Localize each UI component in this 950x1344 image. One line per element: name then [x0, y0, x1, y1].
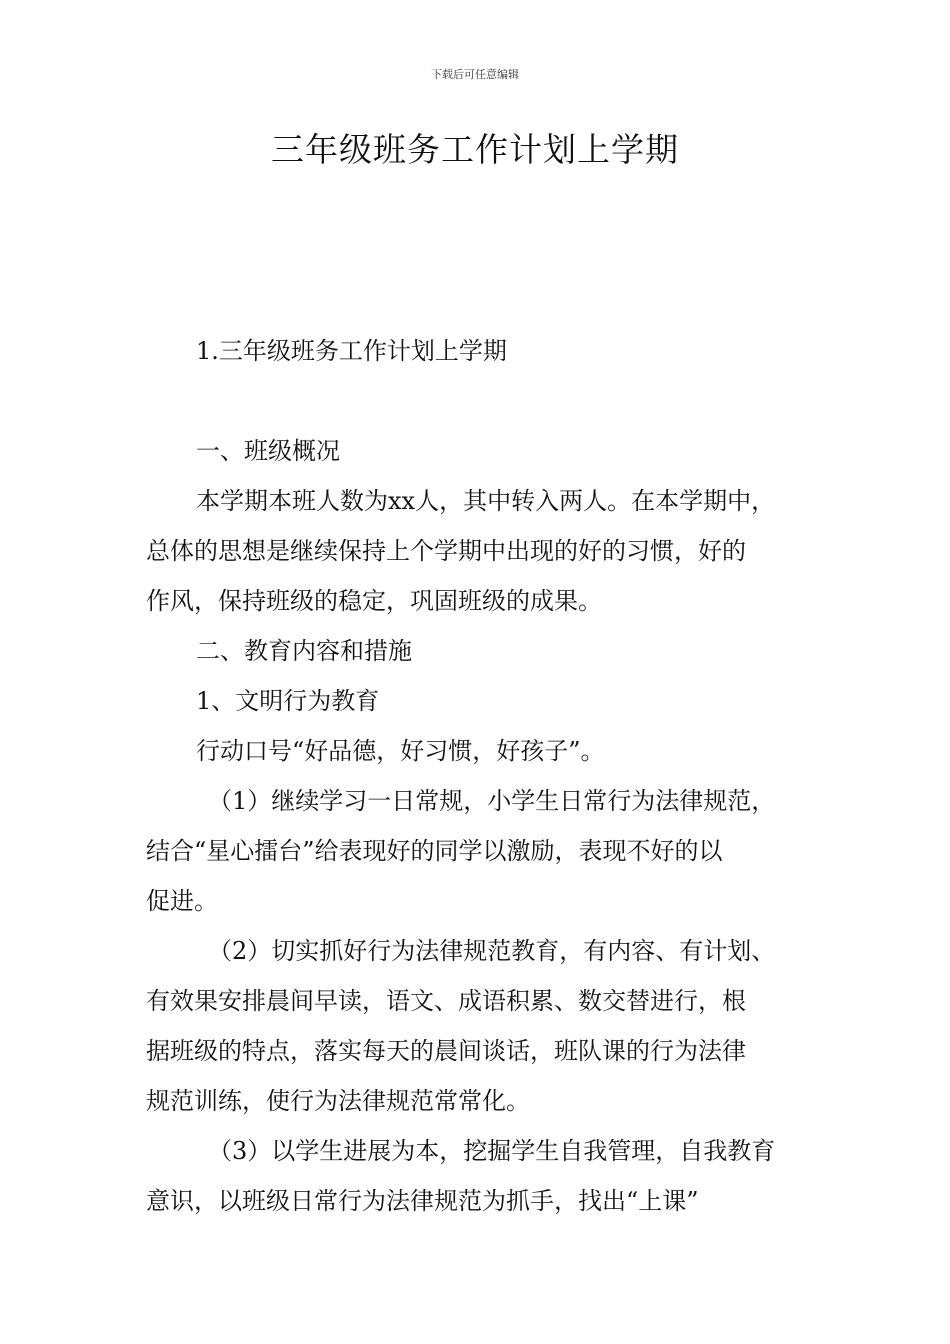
- paragraph-line: 意识，以班级日常行为法律规范为抓手，找出“上课”: [146, 1187, 699, 1215]
- paragraph-line: 行动口号“好品德，好习惯，好孩子”。: [196, 737, 605, 765]
- subsection-heading: 1、文明行为教育: [196, 687, 380, 715]
- document-title: 三年级班务工作计划上学期: [271, 130, 679, 169]
- paragraph-line: 结合“星心擂台”给表现好的同学以激励，表现不好的以: [146, 837, 723, 865]
- paragraph-line: 作风，保持班级的稳定，巩固班级的成果。: [146, 587, 602, 615]
- paragraph-line: 本学期本班人数为xx人，其中转入两人。在本学期中，: [196, 487, 776, 515]
- document-body: [146, 326, 810, 1226]
- paragraph-line: （2）切实抓好行为法律规范教育，有内容、有计划、: [208, 937, 776, 965]
- section-heading: 1.三年级班务工作计划上学期: [196, 337, 507, 365]
- header-note: 下载后可任意编辑: [431, 68, 519, 81]
- paragraph-line: （3）以学生进展为本，挖掘学生自我管理，自我教育: [208, 1137, 776, 1165]
- paragraph-line: 有效果安排晨间早读，语文、成语积累、数交替进行，根: [146, 987, 746, 1015]
- paragraph-line: 规范训练，使行为法律规范常常化。: [146, 1087, 530, 1115]
- paragraph-line: 促进。: [146, 887, 218, 915]
- paragraph-line: 总体的思想是继续保持上个学期中出现的好的习惯，好的: [146, 537, 746, 565]
- section-heading: 一、班级概况: [196, 437, 340, 465]
- paragraph-line: 据班级的特点，落实每天的晨间谈话，班队课的行为法律: [146, 1037, 746, 1065]
- paragraph-line: （1）继续学习一日常规，小学生日常行为法律规范，: [208, 787, 776, 815]
- section-heading: 二、教育内容和措施: [196, 637, 412, 665]
